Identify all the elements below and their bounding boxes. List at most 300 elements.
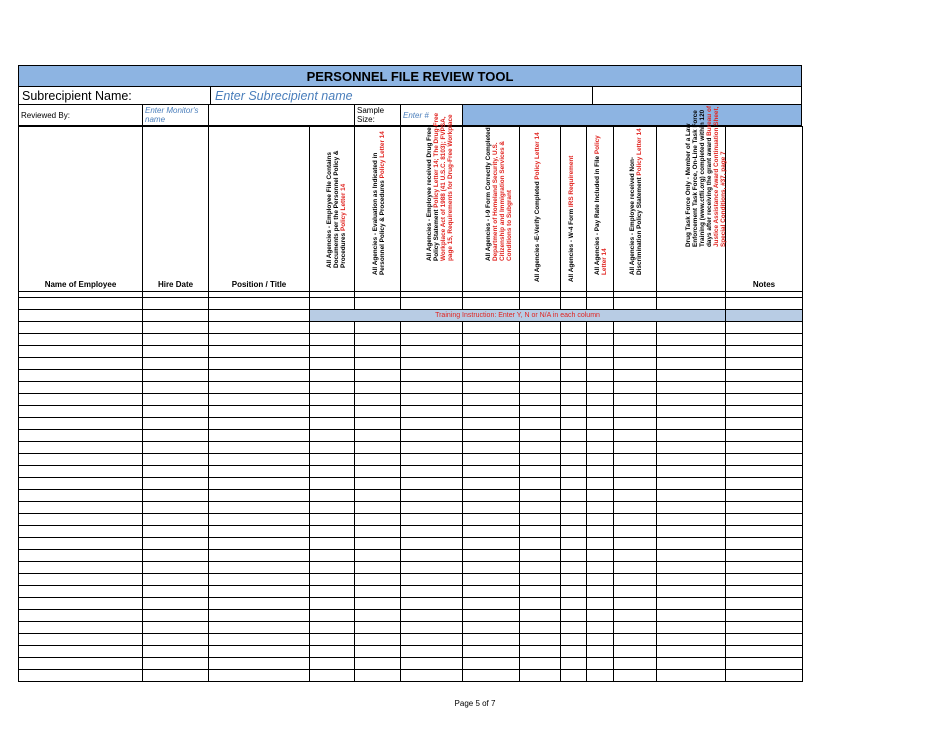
table-cell[interactable] (19, 346, 143, 358)
table-cell[interactable] (355, 442, 401, 454)
table-cell[interactable] (463, 574, 520, 586)
table-cell[interactable] (401, 466, 463, 478)
table-cell[interactable] (401, 526, 463, 538)
table-cell[interactable] (614, 358, 657, 370)
table-cell[interactable] (587, 610, 614, 622)
table-cell[interactable] (19, 358, 143, 370)
table-cell[interactable] (726, 334, 803, 346)
table-cell[interactable] (520, 442, 561, 454)
table-cell[interactable] (401, 574, 463, 586)
table-cell[interactable] (19, 454, 143, 466)
table-cell[interactable] (657, 574, 726, 586)
table-cell[interactable] (143, 538, 209, 550)
table-cell[interactable] (657, 454, 726, 466)
table-cell[interactable] (19, 370, 143, 382)
table-cell[interactable] (310, 358, 355, 370)
table-cell[interactable] (19, 430, 143, 442)
table-cell[interactable] (463, 478, 520, 490)
table-cell[interactable] (561, 514, 587, 526)
table-cell[interactable] (561, 406, 587, 418)
table-cell[interactable] (463, 646, 520, 658)
table-cell[interactable] (310, 382, 355, 394)
table-cell[interactable] (587, 646, 614, 658)
table-cell[interactable] (355, 454, 401, 466)
table-cell[interactable] (355, 466, 401, 478)
table-cell[interactable] (726, 610, 803, 622)
table-cell[interactable] (209, 478, 310, 490)
table-cell[interactable] (520, 370, 561, 382)
table-cell[interactable] (520, 574, 561, 586)
table-cell[interactable] (657, 322, 726, 334)
table-cell[interactable] (143, 346, 209, 358)
table-cell[interactable] (209, 550, 310, 562)
table-cell[interactable] (657, 538, 726, 550)
table-cell[interactable] (614, 454, 657, 466)
table-cell[interactable] (561, 562, 587, 574)
table-cell[interactable] (19, 670, 143, 682)
table-cell[interactable] (209, 574, 310, 586)
table-cell[interactable] (355, 586, 401, 598)
table-cell[interactable] (726, 358, 803, 370)
table-cell[interactable] (657, 382, 726, 394)
table-cell[interactable] (726, 586, 803, 598)
table-cell[interactable] (726, 526, 803, 538)
table-cell[interactable] (614, 406, 657, 418)
table-cell[interactable] (657, 670, 726, 682)
table-cell[interactable] (587, 562, 614, 574)
table-cell[interactable] (310, 346, 355, 358)
table-cell[interactable] (209, 346, 310, 358)
table-cell[interactable] (143, 430, 209, 442)
table-cell[interactable] (657, 514, 726, 526)
table-cell[interactable] (614, 538, 657, 550)
table-cell[interactable] (355, 646, 401, 658)
table-cell[interactable] (657, 598, 726, 610)
table-cell[interactable] (726, 370, 803, 382)
table-cell[interactable] (561, 454, 587, 466)
table-cell[interactable] (520, 502, 561, 514)
table-cell[interactable] (561, 574, 587, 586)
table-cell[interactable] (561, 634, 587, 646)
table-cell[interactable] (561, 646, 587, 658)
table-cell[interactable] (19, 574, 143, 586)
table-cell[interactable] (587, 454, 614, 466)
table-cell[interactable] (520, 538, 561, 550)
table-cell[interactable] (614, 442, 657, 454)
table-cell[interactable] (355, 610, 401, 622)
table-cell[interactable] (657, 610, 726, 622)
table-cell[interactable] (19, 466, 143, 478)
table-cell[interactable] (520, 478, 561, 490)
table-cell[interactable] (726, 634, 803, 646)
table-cell[interactable] (310, 442, 355, 454)
table-cell[interactable] (310, 622, 355, 634)
table-cell[interactable] (561, 658, 587, 670)
table-cell[interactable] (355, 526, 401, 538)
table-cell[interactable] (520, 466, 561, 478)
table-cell[interactable] (401, 562, 463, 574)
table-cell[interactable] (143, 658, 209, 670)
table-cell[interactable] (355, 514, 401, 526)
table-cell[interactable] (587, 382, 614, 394)
table-cell[interactable] (587, 526, 614, 538)
table-cell[interactable] (657, 406, 726, 418)
table-cell[interactable] (561, 358, 587, 370)
table-cell[interactable] (463, 322, 520, 334)
table-cell[interactable] (657, 646, 726, 658)
table-cell[interactable] (726, 574, 803, 586)
table-cell[interactable] (355, 538, 401, 550)
table-cell[interactable] (401, 622, 463, 634)
table-cell[interactable] (726, 478, 803, 490)
table-cell[interactable] (561, 490, 587, 502)
table-cell[interactable] (401, 322, 463, 334)
table-cell[interactable] (19, 622, 143, 634)
table-cell[interactable] (587, 322, 614, 334)
table-cell[interactable] (209, 646, 310, 658)
table-cell[interactable] (19, 394, 143, 406)
table-cell[interactable] (561, 346, 587, 358)
table-cell[interactable] (401, 502, 463, 514)
table-cell[interactable] (614, 670, 657, 682)
table-cell[interactable] (143, 562, 209, 574)
table-cell[interactable] (143, 610, 209, 622)
table-cell[interactable] (143, 514, 209, 526)
table-cell[interactable] (463, 658, 520, 670)
table-cell[interactable] (401, 394, 463, 406)
table-cell[interactable] (520, 526, 561, 538)
table-cell[interactable] (561, 394, 587, 406)
table-cell[interactable] (310, 574, 355, 586)
table-cell[interactable] (520, 586, 561, 598)
table-cell[interactable] (561, 466, 587, 478)
table-cell[interactable] (310, 562, 355, 574)
table-cell[interactable] (657, 430, 726, 442)
table-cell[interactable] (143, 646, 209, 658)
table-cell[interactable] (401, 418, 463, 430)
table-cell[interactable] (726, 322, 803, 334)
table-cell[interactable] (587, 358, 614, 370)
table-cell[interactable] (355, 574, 401, 586)
table-cell[interactable] (143, 370, 209, 382)
table-cell[interactable] (587, 346, 614, 358)
table-cell[interactable] (143, 550, 209, 562)
table-cell[interactable] (587, 334, 614, 346)
table-cell[interactable] (561, 478, 587, 490)
table-cell[interactable] (310, 658, 355, 670)
table-cell[interactable] (19, 598, 143, 610)
table-cell[interactable] (19, 550, 143, 562)
table-cell[interactable] (520, 634, 561, 646)
table-cell[interactable] (561, 502, 587, 514)
table-cell[interactable] (463, 442, 520, 454)
table-cell[interactable] (19, 658, 143, 670)
table-cell[interactable] (614, 550, 657, 562)
table-cell[interactable] (209, 430, 310, 442)
table-cell[interactable] (587, 430, 614, 442)
table-cell[interactable] (401, 586, 463, 598)
table-cell[interactable] (355, 658, 401, 670)
table-cell[interactable] (520, 490, 561, 502)
table-cell[interactable] (657, 394, 726, 406)
table-cell[interactable] (614, 382, 657, 394)
table-cell[interactable] (209, 514, 310, 526)
table-cell[interactable] (355, 634, 401, 646)
table-cell[interactable] (19, 334, 143, 346)
table-cell[interactable] (587, 394, 614, 406)
table-cell[interactable] (561, 334, 587, 346)
table-cell[interactable] (19, 418, 143, 430)
table-cell[interactable] (463, 454, 520, 466)
table-cell[interactable] (726, 514, 803, 526)
table-cell[interactable] (726, 622, 803, 634)
table-cell[interactable] (587, 442, 614, 454)
table-cell[interactable] (209, 502, 310, 514)
table-cell[interactable] (614, 598, 657, 610)
table-cell[interactable] (19, 634, 143, 646)
table-cell[interactable] (614, 346, 657, 358)
table-cell[interactable] (463, 550, 520, 562)
table-cell[interactable] (463, 334, 520, 346)
table-cell[interactable] (209, 382, 310, 394)
table-cell[interactable] (587, 478, 614, 490)
table-cell[interactable] (19, 442, 143, 454)
table-cell[interactable] (143, 406, 209, 418)
table-cell[interactable] (726, 466, 803, 478)
table-cell[interactable] (310, 646, 355, 658)
table-cell[interactable] (143, 622, 209, 634)
table-cell[interactable] (310, 586, 355, 598)
table-cell[interactable] (143, 598, 209, 610)
table-cell[interactable] (561, 418, 587, 430)
table-cell[interactable] (19, 610, 143, 622)
table-cell[interactable] (657, 562, 726, 574)
table-cell[interactable] (143, 322, 209, 334)
table-cell[interactable] (614, 646, 657, 658)
table-cell[interactable] (143, 526, 209, 538)
table-cell[interactable] (209, 610, 310, 622)
table-cell[interactable] (463, 622, 520, 634)
table-cell[interactable] (561, 586, 587, 598)
table-cell[interactable] (463, 526, 520, 538)
table-cell[interactable] (520, 430, 561, 442)
table-cell[interactable] (587, 466, 614, 478)
table-cell[interactable] (209, 670, 310, 682)
table-cell[interactable] (143, 502, 209, 514)
table-cell[interactable] (520, 394, 561, 406)
table-cell[interactable] (401, 478, 463, 490)
table-cell[interactable] (561, 670, 587, 682)
table-cell[interactable] (310, 538, 355, 550)
table-cell[interactable] (463, 430, 520, 442)
table-cell[interactable] (310, 490, 355, 502)
table-cell[interactable] (726, 670, 803, 682)
table-cell[interactable] (587, 550, 614, 562)
table-cell[interactable] (355, 358, 401, 370)
table-cell[interactable] (401, 346, 463, 358)
table-cell[interactable] (726, 346, 803, 358)
table-cell[interactable] (355, 550, 401, 562)
table-cell[interactable] (657, 658, 726, 670)
table-cell[interactable] (520, 418, 561, 430)
table-cell[interactable] (587, 406, 614, 418)
table-cell[interactable] (561, 622, 587, 634)
monitor-field[interactable]: Enter Monitor's name (143, 105, 209, 125)
table-cell[interactable] (19, 478, 143, 490)
table-cell[interactable] (657, 490, 726, 502)
table-cell[interactable] (520, 550, 561, 562)
table-cell[interactable] (614, 574, 657, 586)
table-cell[interactable] (209, 394, 310, 406)
table-cell[interactable] (614, 394, 657, 406)
table-cell[interactable] (657, 502, 726, 514)
table-cell[interactable] (520, 322, 561, 334)
table-cell[interactable] (726, 382, 803, 394)
table-cell[interactable] (657, 442, 726, 454)
table-cell[interactable] (726, 550, 803, 562)
table-cell[interactable] (209, 454, 310, 466)
table-cell[interactable] (310, 670, 355, 682)
table-cell[interactable] (587, 370, 614, 382)
table-cell[interactable] (726, 418, 803, 430)
table-cell[interactable] (355, 346, 401, 358)
table-cell[interactable] (587, 418, 614, 430)
table-cell[interactable] (614, 610, 657, 622)
table-cell[interactable] (209, 418, 310, 430)
table-cell[interactable] (310, 478, 355, 490)
table-cell[interactable] (401, 514, 463, 526)
table-cell[interactable] (209, 634, 310, 646)
table-cell[interactable] (657, 346, 726, 358)
table-cell[interactable] (520, 346, 561, 358)
table-cell[interactable] (19, 322, 143, 334)
table-cell[interactable] (463, 370, 520, 382)
table-cell[interactable] (19, 526, 143, 538)
table-cell[interactable] (310, 370, 355, 382)
table-cell[interactable] (587, 586, 614, 598)
table-cell[interactable] (587, 574, 614, 586)
table-cell[interactable] (614, 370, 657, 382)
table-cell[interactable] (401, 670, 463, 682)
table-cell[interactable] (520, 670, 561, 682)
table-cell[interactable] (520, 622, 561, 634)
table-cell[interactable] (209, 586, 310, 598)
table-cell[interactable] (355, 322, 401, 334)
table-cell[interactable] (355, 382, 401, 394)
table-cell[interactable] (520, 358, 561, 370)
table-cell[interactable] (561, 526, 587, 538)
table-cell[interactable] (657, 418, 726, 430)
table-cell[interactable] (401, 598, 463, 610)
table-cell[interactable] (19, 538, 143, 550)
table-cell[interactable] (143, 454, 209, 466)
table-cell[interactable] (614, 502, 657, 514)
table-cell[interactable] (463, 406, 520, 418)
table-cell[interactable] (614, 418, 657, 430)
table-cell[interactable] (726, 454, 803, 466)
table-cell[interactable] (401, 334, 463, 346)
table-cell[interactable] (726, 646, 803, 658)
table-cell[interactable] (310, 454, 355, 466)
table-cell[interactable] (520, 406, 561, 418)
table-cell[interactable] (209, 598, 310, 610)
table-cell[interactable] (401, 442, 463, 454)
table-cell[interactable] (657, 334, 726, 346)
table-cell[interactable] (19, 586, 143, 598)
table-cell[interactable] (310, 334, 355, 346)
table-cell[interactable] (209, 538, 310, 550)
table-cell[interactable] (657, 586, 726, 598)
table-cell[interactable] (587, 598, 614, 610)
table-cell[interactable] (401, 538, 463, 550)
table-cell[interactable] (657, 622, 726, 634)
table-cell[interactable] (310, 610, 355, 622)
table-cell[interactable] (209, 334, 310, 346)
table-cell[interactable] (520, 454, 561, 466)
table-cell[interactable] (520, 382, 561, 394)
table-cell[interactable] (19, 490, 143, 502)
table-cell[interactable] (143, 466, 209, 478)
table-cell[interactable] (463, 586, 520, 598)
table-cell[interactable] (463, 610, 520, 622)
table-cell[interactable] (310, 514, 355, 526)
table-cell[interactable] (209, 622, 310, 634)
table-cell[interactable] (561, 370, 587, 382)
table-cell[interactable] (587, 658, 614, 670)
table-cell[interactable] (657, 466, 726, 478)
table-cell[interactable] (561, 610, 587, 622)
table-cell[interactable] (401, 646, 463, 658)
table-cell[interactable] (463, 598, 520, 610)
table-cell[interactable] (143, 394, 209, 406)
table-cell[interactable] (209, 406, 310, 418)
table-cell[interactable] (401, 406, 463, 418)
table-cell[interactable] (587, 502, 614, 514)
table-cell[interactable] (726, 442, 803, 454)
table-cell[interactable] (614, 478, 657, 490)
table-cell[interactable] (463, 466, 520, 478)
table-cell[interactable] (520, 334, 561, 346)
table-cell[interactable] (209, 442, 310, 454)
table-cell[interactable] (463, 634, 520, 646)
table-cell[interactable] (561, 322, 587, 334)
table-cell[interactable] (463, 358, 520, 370)
table-cell[interactable] (587, 514, 614, 526)
table-cell[interactable] (355, 622, 401, 634)
table-cell[interactable] (19, 514, 143, 526)
table-cell[interactable] (310, 394, 355, 406)
table-cell[interactable] (401, 610, 463, 622)
table-cell[interactable] (520, 646, 561, 658)
table-cell[interactable] (463, 382, 520, 394)
table-cell[interactable] (614, 430, 657, 442)
table-cell[interactable] (401, 370, 463, 382)
table-cell[interactable] (520, 598, 561, 610)
table-cell[interactable] (310, 322, 355, 334)
table-cell[interactable] (401, 658, 463, 670)
table-cell[interactable] (19, 502, 143, 514)
table-cell[interactable] (587, 622, 614, 634)
table-cell[interactable] (143, 670, 209, 682)
table-cell[interactable] (726, 658, 803, 670)
table-cell[interactable] (143, 634, 209, 646)
table-cell[interactable] (614, 490, 657, 502)
table-cell[interactable] (143, 586, 209, 598)
table-cell[interactable] (657, 526, 726, 538)
table-cell[interactable] (520, 562, 561, 574)
table-cell[interactable] (657, 550, 726, 562)
table-cell[interactable] (726, 430, 803, 442)
